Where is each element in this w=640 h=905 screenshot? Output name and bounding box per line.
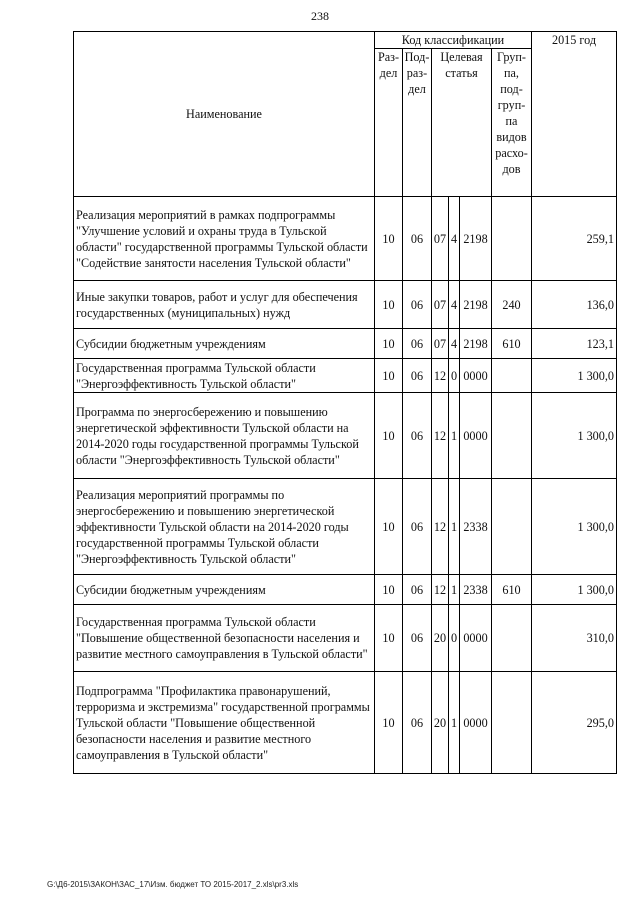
row-amount: 295,0 — [532, 672, 617, 774]
row-target-2: 4 — [449, 197, 460, 281]
table-row — [74, 393, 617, 479]
row-target-1: 07 — [432, 197, 449, 281]
row-subsection: 06 — [403, 479, 432, 575]
row-section: 10 — [375, 197, 403, 281]
header-classification: Код классификации — [375, 32, 532, 49]
row-target-3: 2198 — [460, 281, 492, 329]
row-amount: 259,1 — [532, 197, 617, 281]
row-target-2: 1 — [449, 393, 460, 479]
row-target-1: 12 — [432, 393, 449, 479]
row-subsection: 06 — [403, 329, 432, 359]
row-group — [492, 479, 532, 575]
row-target-2: 1 — [449, 672, 460, 774]
page-number: 238 — [311, 9, 329, 23]
row-amount: 136,0 — [532, 281, 617, 329]
header-expense-group: Груп- па, под- груп- па видов расхо- дов — [492, 49, 532, 197]
row-amount: 1 300,0 — [532, 359, 617, 393]
row-target-1: 12 — [432, 479, 449, 575]
header-section: Раз- дел — [375, 49, 403, 197]
budget-table — [73, 31, 617, 774]
row-target-3: 2198 — [460, 197, 492, 281]
row-group — [492, 197, 532, 281]
header-target-article: Целевая статья — [432, 49, 492, 197]
row-group — [492, 672, 532, 774]
row-name: Государственная программа Тульской области "Повышение общественной безопасности населения и развитие местного самоуправления в Тульской области" — [74, 605, 375, 672]
table-row — [74, 329, 617, 359]
row-section: 10 — [375, 281, 403, 329]
row-target-1: 07 — [432, 329, 449, 359]
row-amount: 1 300,0 — [532, 575, 617, 605]
row-target-3: 2198 — [460, 329, 492, 359]
row-group — [492, 393, 532, 479]
row-target-3: 0000 — [460, 672, 492, 774]
row-target-3: 2338 — [460, 479, 492, 575]
row-subsection: 06 — [403, 605, 432, 672]
row-target-1: 20 — [432, 672, 449, 774]
row-name: Реализация мероприятий программы по энергосбережению и повышению энергетической эффективности Тульской области на 2014-2020 годы государственной программы Тульской области "Энергоэффективность Тульской области" — [74, 479, 375, 575]
row-target-3: 0000 — [460, 393, 492, 479]
row-amount: 1 300,0 — [532, 479, 617, 575]
row-group — [492, 359, 532, 393]
row-name: Субсидии бюджетным учреждениям — [74, 329, 375, 359]
row-name: Субсидии бюджетным учреждениям — [74, 575, 375, 605]
row-name: Подпрограмма "Профилактика правонарушений, терроризма и экстремизма" государственной программы Тульской области "Повышение общественной безопасности населения и развитие местного самоуправления в Тульской области" — [74, 672, 375, 774]
row-amount: 123,1 — [532, 329, 617, 359]
row-subsection: 06 — [403, 197, 432, 281]
row-section: 10 — [375, 605, 403, 672]
row-target-2: 1 — [449, 575, 460, 605]
file-path-footer: G:\Д6-2015\ЗАКОН\ЗАС_17\Изм. бюджет ТО 2015-2017_2.xls\pr3.xls — [47, 880, 299, 889]
row-target-1: 07 — [432, 281, 449, 329]
row-group — [492, 605, 532, 672]
row-group: 240 — [492, 281, 532, 329]
row-subsection: 06 — [403, 393, 432, 479]
row-target-2: 4 — [449, 281, 460, 329]
row-amount: 1 300,0 — [532, 393, 617, 479]
table-row — [74, 672, 617, 774]
row-target-2: 1 — [449, 479, 460, 575]
row-target-3: 2338 — [460, 575, 492, 605]
row-name: Программа по энергосбережению и повышению энергетической эффективности Тульской области на 2014-2020 годы государственной программы Тульской области "Энергоэффективность Тульской области" — [74, 393, 375, 479]
row-target-1: 12 — [432, 359, 449, 393]
row-target-2: 0 — [449, 359, 460, 393]
row-group: 610 — [492, 575, 532, 605]
table-row — [74, 479, 617, 575]
row-section: 10 — [375, 393, 403, 479]
row-name: Реализация мероприятий в рамках подпрограммы "Улучшение условий и охраны труда в Тульской области" государственной программы Тульской области "Содействие занятости населения Тульской области" — [74, 197, 375, 281]
header-subsection: Под- раз- дел — [403, 49, 432, 197]
header-name: Наименование — [74, 32, 375, 197]
table-row — [74, 197, 617, 281]
row-group: 610 — [492, 329, 532, 359]
row-target-3: 0000 — [460, 605, 492, 672]
table-row — [74, 281, 617, 329]
row-target-1: 12 — [432, 575, 449, 605]
row-target-1: 20 — [432, 605, 449, 672]
row-target-3: 0000 — [460, 359, 492, 393]
table-row — [74, 359, 617, 393]
row-name: Иные закупки товаров, работ и услуг для обеспечения государственных (муниципальных) нужд — [74, 281, 375, 329]
header-year: 2015 год — [532, 32, 617, 197]
row-section: 10 — [375, 359, 403, 393]
row-subsection: 06 — [403, 281, 432, 329]
row-target-2: 0 — [449, 605, 460, 672]
row-amount: 310,0 — [532, 605, 617, 672]
table-row — [74, 575, 617, 605]
row-section: 10 — [375, 479, 403, 575]
row-section: 10 — [375, 575, 403, 605]
row-target-2: 4 — [449, 329, 460, 359]
row-section: 10 — [375, 329, 403, 359]
row-section: 10 — [375, 672, 403, 774]
row-name: Государственная программа Тульской области "Энергоэффективность Тульской области" — [74, 359, 375, 393]
table-row — [74, 605, 617, 672]
row-subsection: 06 — [403, 359, 432, 393]
row-subsection: 06 — [403, 672, 432, 774]
row-subsection: 06 — [403, 575, 432, 605]
